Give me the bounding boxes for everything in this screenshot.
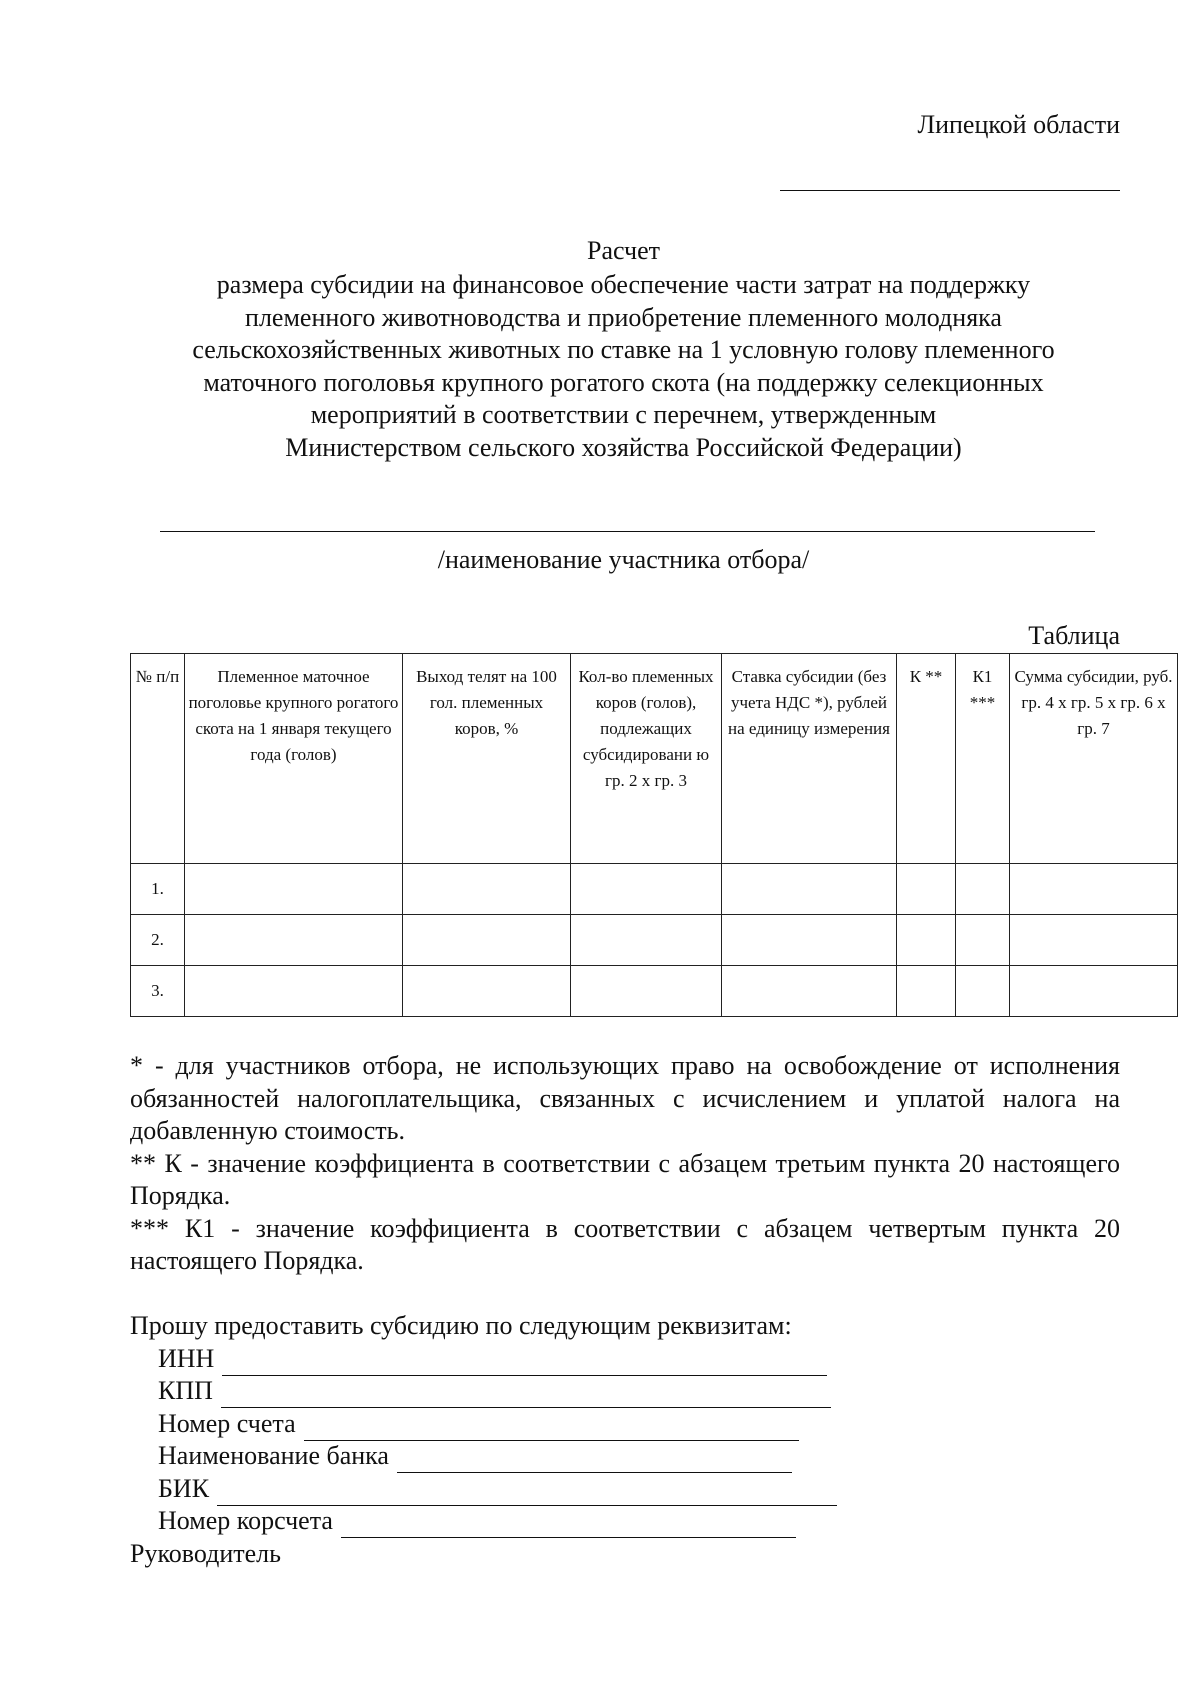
row-number: 3.: [131, 966, 185, 1017]
corr-account-input[interactable]: [341, 1513, 796, 1538]
table-header-cell: № п/п: [131, 654, 185, 864]
participant-name-caption: /наименование участника отбора/: [437, 545, 810, 574]
table-row: [131, 864, 1178, 915]
requisite-bik: [158, 1473, 837, 1506]
table-cell[interactable]: [571, 915, 722, 966]
requisite-label: БИК: [158, 1474, 210, 1503]
document-title: Расчет: [587, 236, 660, 265]
footnote-vat: * - для участников отбора, не использующих право на освобождение от исполнения обязанностей налогоплательщика, связанных с исчислением и уплатой налога на добавленную стоимость.: [130, 1051, 1120, 1145]
table-header-cell: Кол-во племенных коров (голов), подлежащих субсидировани ю гр. 2 х гр. 3: [571, 654, 722, 864]
table-cell[interactable]: [897, 864, 956, 915]
requisite-corr-account: [158, 1505, 796, 1538]
table-cell[interactable]: [956, 915, 1010, 966]
table-header-cell: Сумма субсидии, руб. гр. 4 х гр. 5 х гр. 6 х гр. 7: [1010, 654, 1178, 864]
table-cell[interactable]: [185, 864, 403, 915]
requisite-inn: [158, 1343, 827, 1376]
requisite-account: [158, 1408, 799, 1441]
requisite-label: ИНН: [158, 1344, 215, 1373]
requisite-kpp: [158, 1375, 831, 1408]
table-cell[interactable]: [722, 915, 897, 966]
table-row: [131, 915, 1178, 966]
row-number: 2.: [131, 915, 185, 966]
kpp-input[interactable]: [221, 1383, 831, 1408]
footnote-k: ** К - значение коэффициента в соответствии с абзацем третьим пункта 20 настоящего Порядка.: [130, 1148, 1120, 1210]
row-number: 1.: [131, 864, 185, 915]
requisite-label: Номер счета: [158, 1409, 296, 1438]
inn-input[interactable]: [222, 1351, 827, 1376]
table-cell[interactable]: [956, 864, 1010, 915]
table-header-cell: К **: [897, 654, 956, 864]
table-cell[interactable]: [722, 864, 897, 915]
footnote-k1: *** К1 - значение коэффициента в соответствии с абзацем четвертым пункта 20 настоящего Порядка.: [130, 1213, 1120, 1275]
table-cell[interactable]: [571, 864, 722, 915]
subtitle-line: племенного животноводства и приобретение племенного молодняка: [245, 302, 1002, 332]
subtitle-line: Министерством сельского хозяйства Российской Федерации): [285, 432, 962, 462]
table-cell[interactable]: [1010, 915, 1178, 966]
table-cell[interactable]: [722, 966, 897, 1017]
table-header-cell: Ставка субсидии (без учета НДС *), рублей на единицу измерения: [722, 654, 897, 864]
table-cell[interactable]: [1010, 864, 1178, 915]
requisites-intro: Прошу предоставить субсидию по следующим реквизитам:: [130, 1311, 792, 1340]
region-label: Липецкой области: [917, 110, 1120, 139]
subtitle-line: сельскохозяйственных животных по ставке на 1 условную голову племенного: [192, 335, 1055, 364]
requisite-label: Номер корсчета: [158, 1506, 333, 1535]
subtitle-line: мероприятий в соответствии с перечнем, утвержденным: [310, 400, 937, 429]
document-subtitle: [100, 269, 1147, 464]
table-cell[interactable]: [185, 915, 403, 966]
table-cell[interactable]: [571, 966, 722, 1017]
table-row: [131, 966, 1178, 1017]
subtitle-line: размера субсидии на финансовое обеспечение части затрат на поддержку: [216, 270, 1031, 299]
table-cell[interactable]: [403, 915, 571, 966]
table-cell[interactable]: [956, 966, 1010, 1017]
subtitle-line: маточного поголовья крупного рогатого скота (на поддержку селекционных: [203, 367, 1044, 397]
bank-name-input[interactable]: [397, 1448, 792, 1473]
account-number-input[interactable]: [304, 1416, 799, 1441]
requisite-bank: [158, 1440, 792, 1473]
subsidy-table: [130, 653, 1178, 1017]
requisite-label: КПП: [158, 1376, 213, 1405]
table-header-row: [131, 654, 1178, 864]
footnotes: [130, 1050, 1120, 1278]
table-cell[interactable]: [403, 864, 571, 915]
table-header-cell: Выход телят на 100 гол. племенных коров, %: [403, 654, 571, 864]
requisite-label: Наименование банка: [158, 1441, 389, 1470]
region-signature-line: [780, 190, 1120, 191]
table-cell[interactable]: [185, 966, 403, 1017]
table-cell[interactable]: [403, 966, 571, 1017]
table-cell[interactable]: [1010, 966, 1178, 1017]
head-signature-label: Руководитель: [130, 1539, 281, 1568]
participant-name-line: [160, 531, 1095, 532]
table-header-cell: К1 ***: [956, 654, 1010, 864]
bik-input[interactable]: [217, 1481, 837, 1506]
table-header-cell: Племенное маточное поголовье крупного рогатого скота на 1 января текущего года (голов): [185, 654, 403, 864]
table-label: Таблица: [1028, 621, 1120, 650]
table-cell[interactable]: [897, 915, 956, 966]
table-cell[interactable]: [897, 966, 956, 1017]
